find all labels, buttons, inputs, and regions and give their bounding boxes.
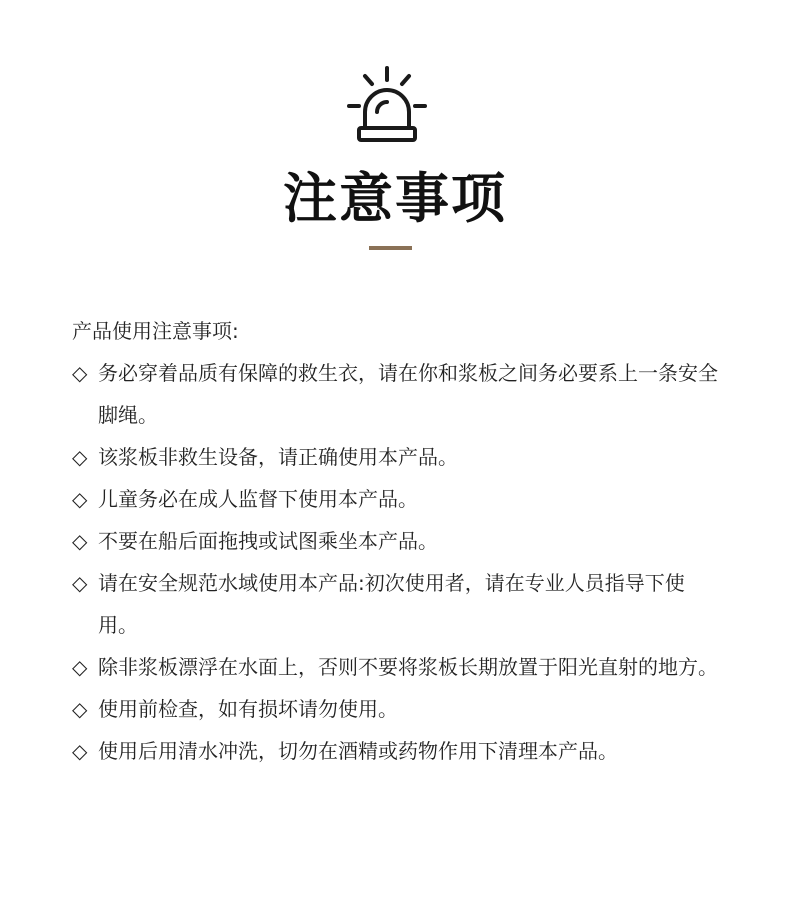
list-item <box>72 436 722 478</box>
list-item <box>72 352 722 436</box>
list-item-text: 不要在船后面拖拽或试图乘坐本产品。 <box>98 529 438 553</box>
notes-section <box>72 310 722 772</box>
diamond-bullet-icon: ◇ <box>72 697 88 721</box>
diamond-bullet-icon: ◇ <box>72 529 88 553</box>
list-item <box>72 730 722 772</box>
list-item <box>72 562 722 646</box>
diamond-bullet-icon: ◇ <box>72 655 88 679</box>
list-item <box>72 688 722 730</box>
list-item-text: 儿童务必在成人监督下使用本产品。 <box>98 487 418 511</box>
alarm-siren-icon <box>345 66 429 144</box>
list-item <box>72 478 722 520</box>
notes-list <box>72 352 722 772</box>
list-item-text: 请在安全规范水域使用本产品:初次使用者，请在专业人员指导下使用。 <box>98 571 685 637</box>
diamond-bullet-icon: ◇ <box>72 361 88 385</box>
diamond-bullet-icon: ◇ <box>72 487 88 511</box>
list-item-text: 务必穿着品质有保障的救生衣，请在你和浆板之间务必要系上一条安全脚绳。 <box>98 361 718 427</box>
page-title: 注意事项 <box>283 167 507 230</box>
diamond-bullet-icon: ◇ <box>72 571 88 595</box>
list-item-text: 该浆板非救生设备，请正确使用本产品。 <box>98 445 458 469</box>
list-item <box>72 520 722 562</box>
list-item <box>72 646 722 688</box>
notes-heading: 产品使用注意事项: <box>72 319 239 343</box>
list-item-text: 使用前检查，如有损坏请勿使用。 <box>98 697 398 721</box>
diamond-bullet-icon: ◇ <box>72 445 88 469</box>
diamond-bullet-icon: ◇ <box>72 739 88 763</box>
list-item-text: 除非浆板漂浮在水面上，否则不要将浆板长期放置于阳光直射的地方。 <box>98 655 718 679</box>
title-divider <box>369 246 412 250</box>
list-item-text: 使用后用清水冲洗，切勿在酒精或药物作用下清理本产品。 <box>98 739 618 763</box>
